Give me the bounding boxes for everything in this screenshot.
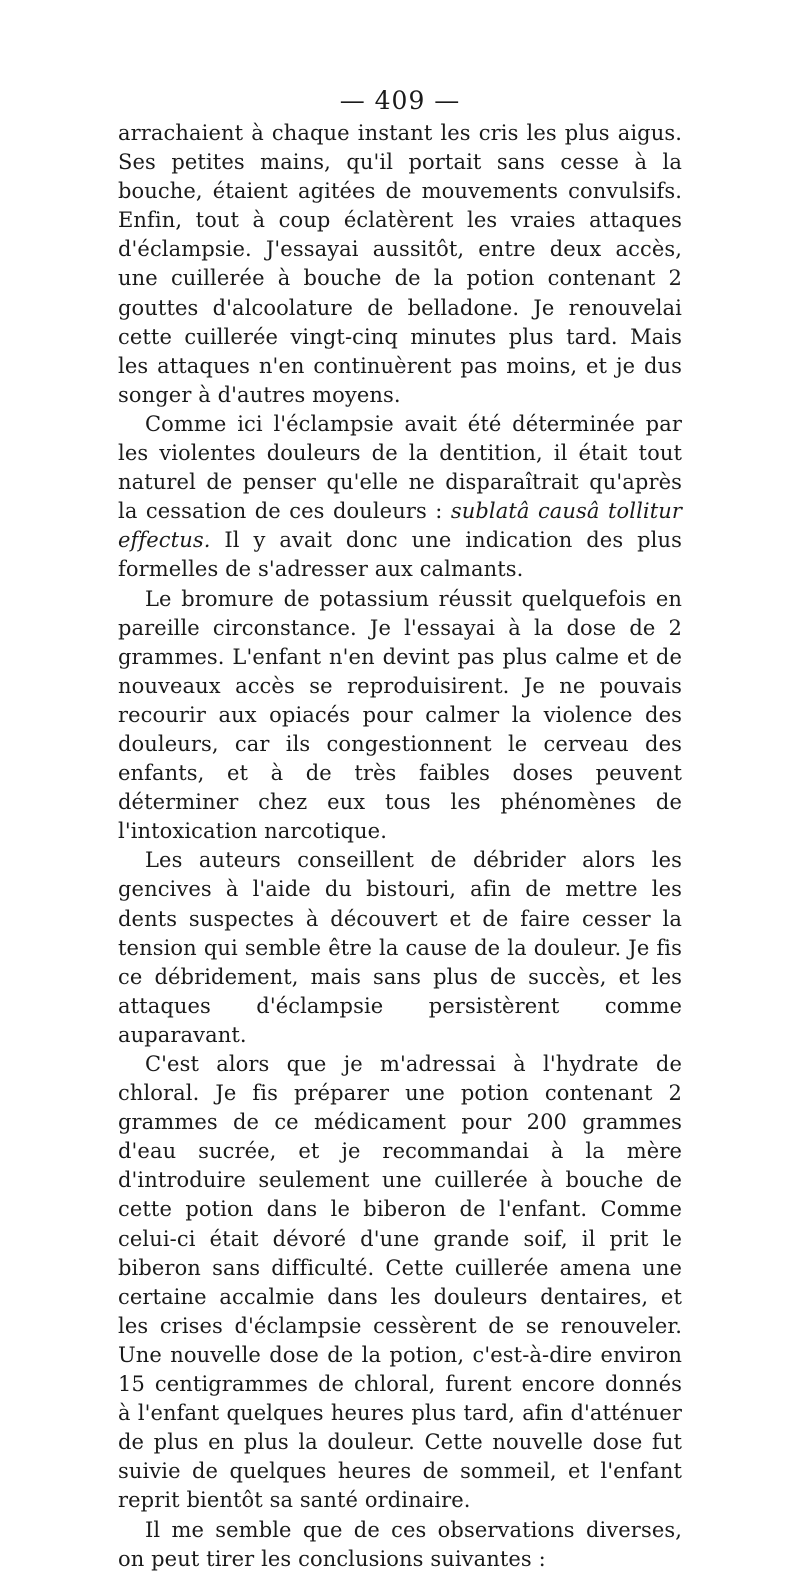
- page-number: — 409 —: [339, 86, 461, 115]
- paragraph-bromure: Le bromure de potassium réussit quelquefois en pareille circonstance. Je l'essayai à la dose de 2 grammes. L'enfant n'en devint pas plus calme et de nouveaux accès se reproduisirent. Je ne pouvais recourir aux opiacés pour calmer la violence des douleurs, car ils congestionnent le cerveau des enfants, et à de très faibles doses peuvent déterminer chez eux tous les phénomènes de l'intoxication narcotique.: [118, 586, 682, 844]
- paragraph-conclusions: Il me semble que de ces observations diverses, on peut tirer les conclusions suivantes :: [118, 1517, 682, 1571]
- paragraph-eclampsie-cause: [118, 410, 682, 585]
- paragraph-text: Il y avait donc une indication des plus formelles de s'adresser aux calmants.: [118, 528, 682, 582]
- paragraph-continuation: arrachaient à chaque instant les cris les plus aigus. Ses petites mains, qu'il portait sans cesse à la bouche, étaient agitées de mouvements convulsifs. Enfin, tout à coup éclatèrent les vraies attaques d'éclampsie. J'essayai aussitôt, entre deux accès, une cuillerée à bouche de la potion contenant 2 gouttes d'alcoolature de belladone. Je renouvelai cette cuillerée vingt-cinq minutes plus tard. Mais les attaques n'en continuèrent pas moins, et je dus songer à d'autres moyens.: [118, 121, 682, 407]
- latin-quote: sublatâ causâ tollitur effectus.: [118, 499, 682, 553]
- body-text: [118, 119, 682, 1574]
- paragraph-text: Comme ici l'éclampsie avait été déterminée par les violentes douleurs de la dentition, il était tout naturel de penser qu'elle ne disparaîtrait qu'après la cessation de ces douleurs :: [118, 411, 682, 524]
- paragraph-debridement: Les auteurs conseillent de débrider alors les gencives à l'aide du bistouri, afin de mettre les dents suspectes à découvert et de faire cesser la tension qui semble être la cause de la douleur. Je fis ce débridement, mais sans plus de succès, et les attaques d'éclampsie persistèrent comme auparavant.: [118, 848, 682, 1047]
- paragraph-chloral: C'est alors que je m'adressai à l'hydrate de chloral. Je fis préparer une potion contenant 2 grammes de ce médicament pour 200 grammes d'eau sucrée, et je recommandai à la mère d'introduire seulement une cuillerée à bouche de cette potion dans le biberon de l'enfant. Comme celui-ci était dévoré d'une grande soif, il prit le biberon sans difficulté. Cette cuillerée amena une certaine accalmie dans les douleurs dentaires, et les crises d'éclampsie cessèrent de se renouveler. Une nouvelle dose de la potion, c'est-à-dire environ 15 centigrammes de chloral, furent encore donnés à l'enfant quelques heures plus tard, afin d'atténuer de plus en plus la douleur. Cette nouvelle dose fut suivie de quelques heures de sommeil, et l'enfant reprit bientôt sa santé ordinaire.: [118, 1052, 682, 1513]
